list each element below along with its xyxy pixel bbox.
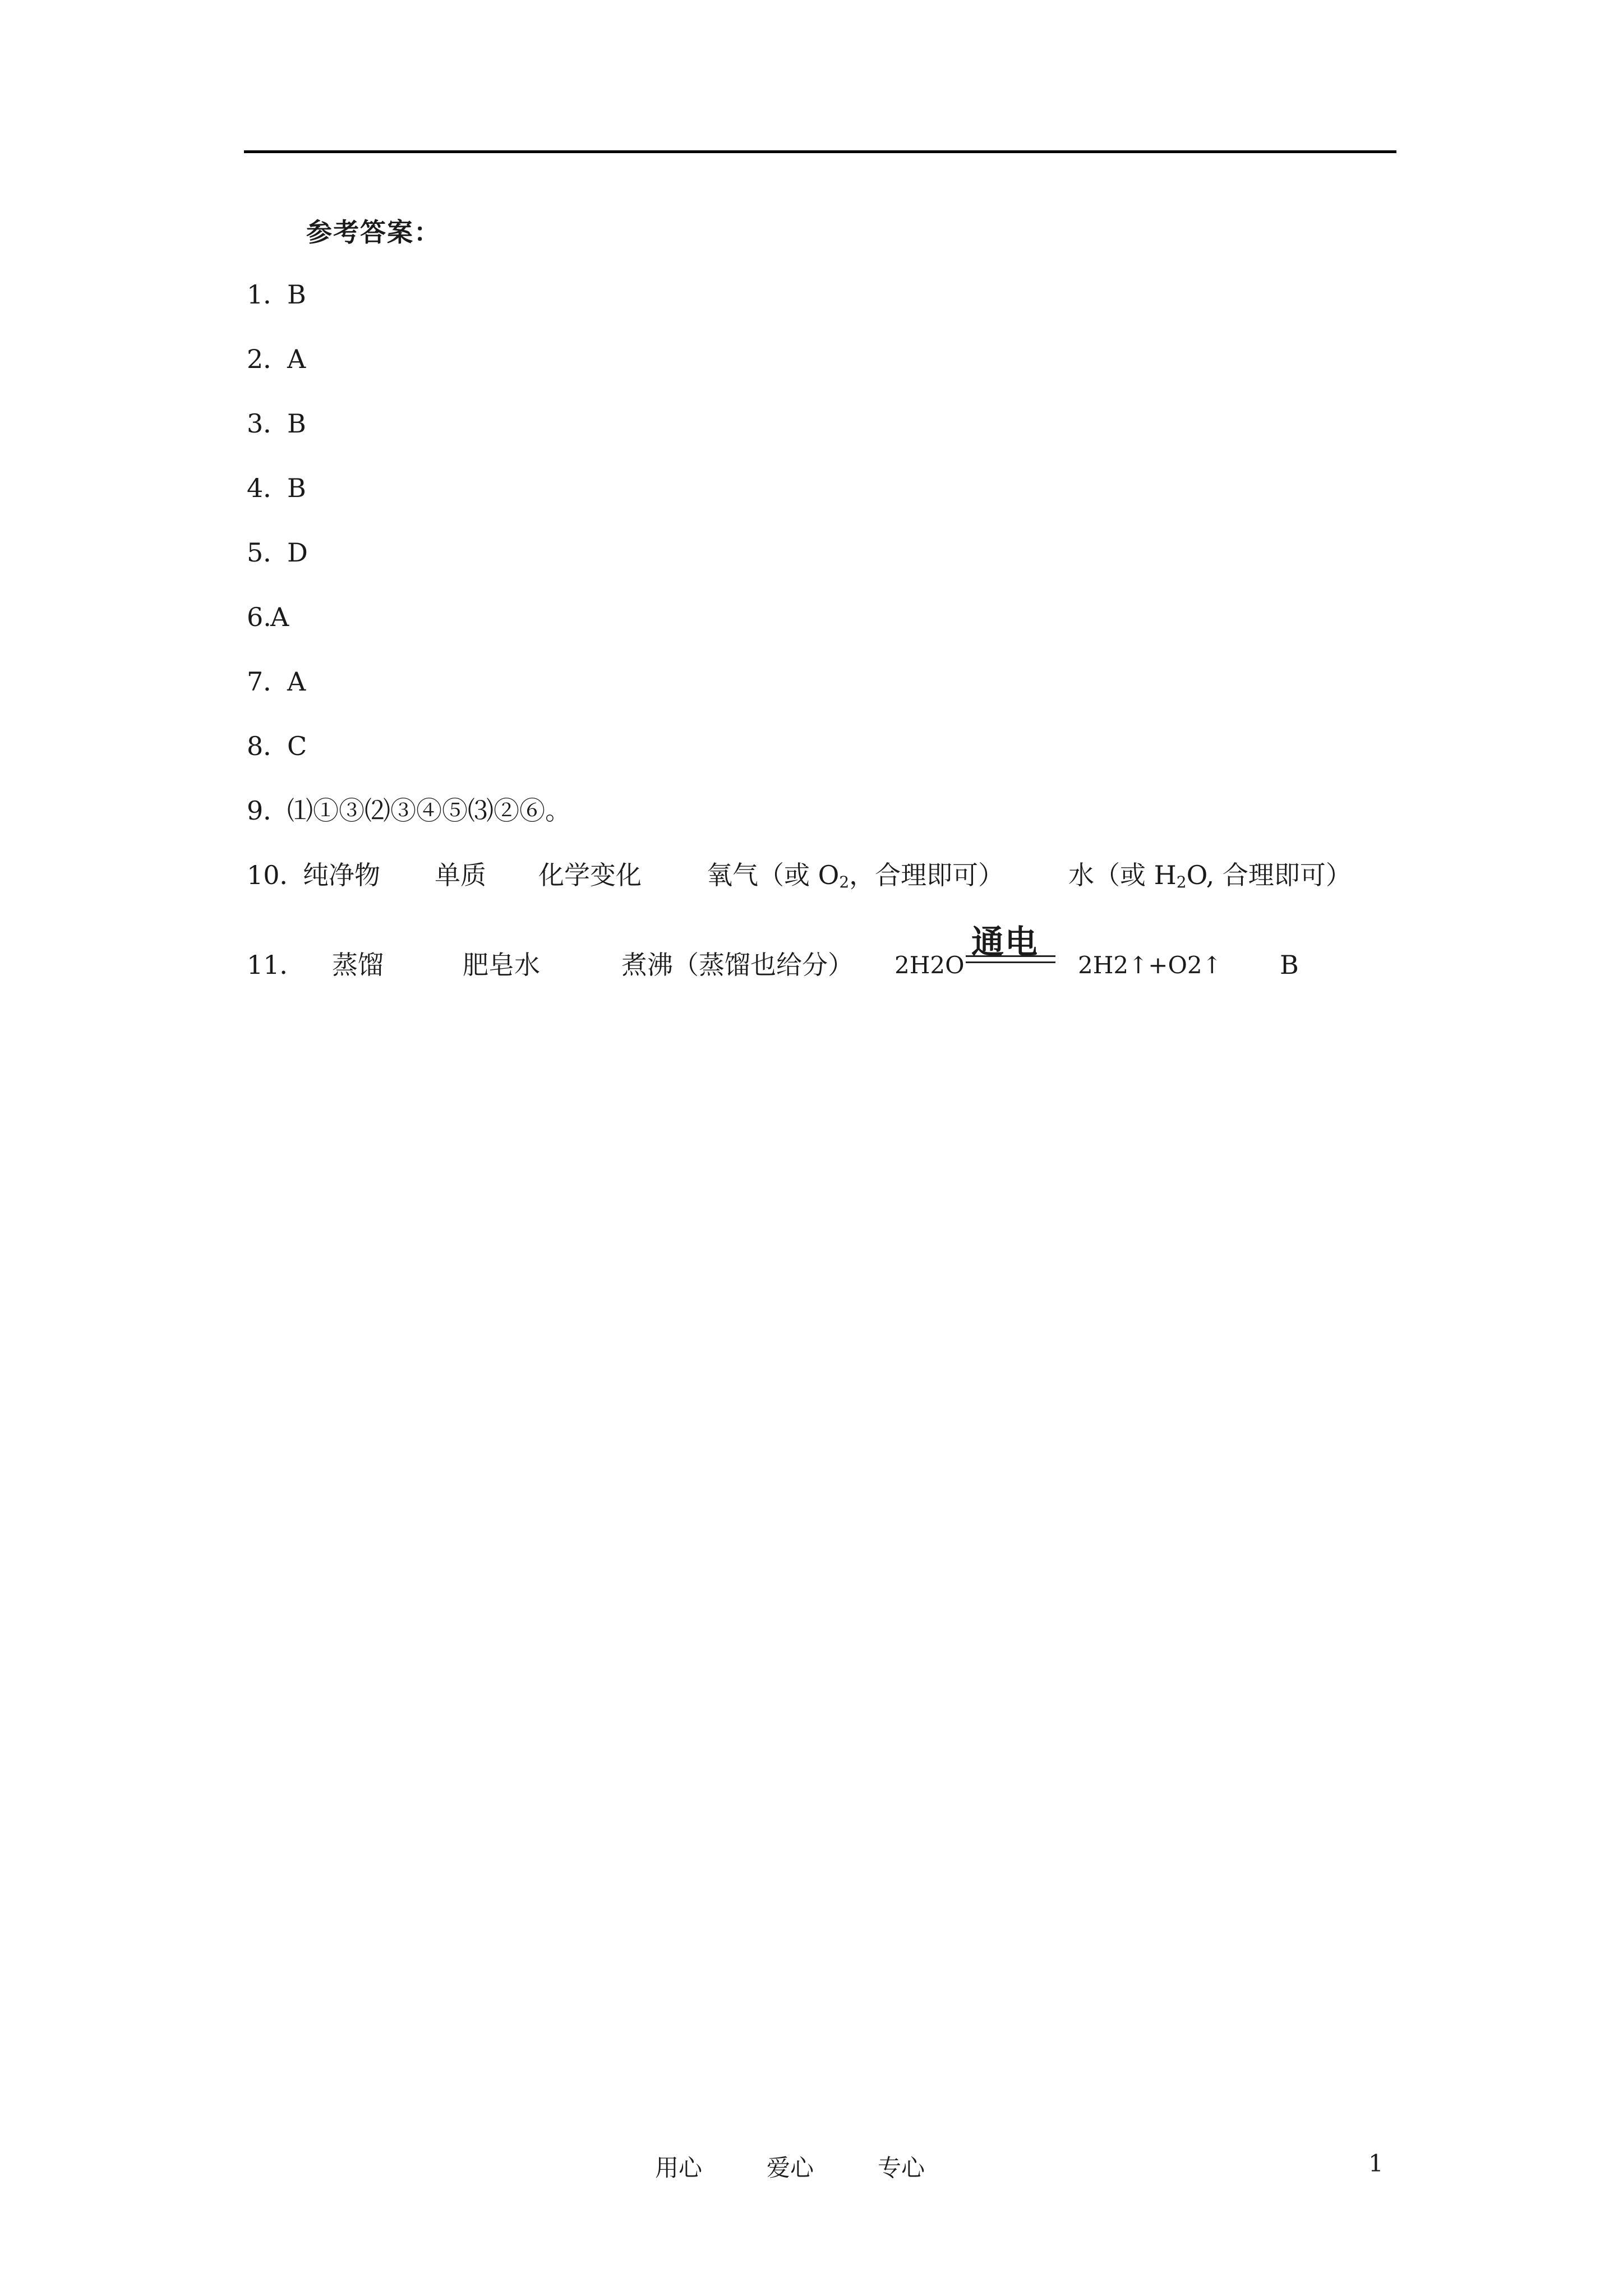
answer-value: B <box>1280 950 1299 980</box>
answer-value: B <box>287 279 306 310</box>
heading: 参考答案： <box>306 217 441 247</box>
answer-value: B <box>287 408 306 439</box>
answer-value: A <box>270 602 289 632</box>
answer-value: 蒸馏 <box>332 950 384 980</box>
answer-number: 5． <box>247 537 289 568</box>
equation-left: 2H2O <box>895 951 965 979</box>
header-rule <box>244 150 1396 153</box>
footer-word: 用心 <box>655 2154 703 2182</box>
answer-value: A <box>287 344 306 374</box>
answer-number: 10． <box>247 860 306 890</box>
answer-number: 2． <box>247 344 289 374</box>
answer-number: 4． <box>247 473 289 503</box>
answer-value: 单质 <box>435 860 486 890</box>
answer-number: 7． <box>247 666 289 697</box>
footer-word: 专心 <box>878 2154 925 2182</box>
answer-number: 3． <box>247 408 289 439</box>
answer-value: B <box>287 473 306 503</box>
answer-value: 肥皂水 <box>463 950 540 980</box>
answer-number: 8． <box>247 731 289 761</box>
answer-value: 水（或 $H_2O$, 合理即可） <box>1068 860 1352 891</box>
answer-value: 煮沸（蒸馏也给分） <box>621 950 854 980</box>
answer-number: 1． <box>247 279 289 310</box>
answer-number: 9． <box>247 795 289 826</box>
answer-value: 纯净物 <box>303 860 380 890</box>
answer-number: 11． <box>247 950 306 980</box>
page-number: 1 <box>1368 2150 1384 2177</box>
answer-value: D <box>287 537 308 568</box>
equation-bar <box>966 955 1055 957</box>
answer-value: ⑴①③⑵③④⑤⑶②⑥。 <box>287 795 571 826</box>
answer-value: C <box>287 731 307 761</box>
answer-number: 6. <box>247 602 271 632</box>
footer-word: 爱心 <box>767 2154 814 2182</box>
equation-condition: 通电 <box>971 923 1039 961</box>
answer-value: 氧气（或 $O_2$，合理即可） <box>707 860 1004 891</box>
answer-value: 化学变化 <box>538 860 642 890</box>
equation-right: 2H2↑+O2↑ <box>1078 951 1222 979</box>
answer-value: A <box>287 666 306 697</box>
equation-bar <box>966 961 1055 963</box>
